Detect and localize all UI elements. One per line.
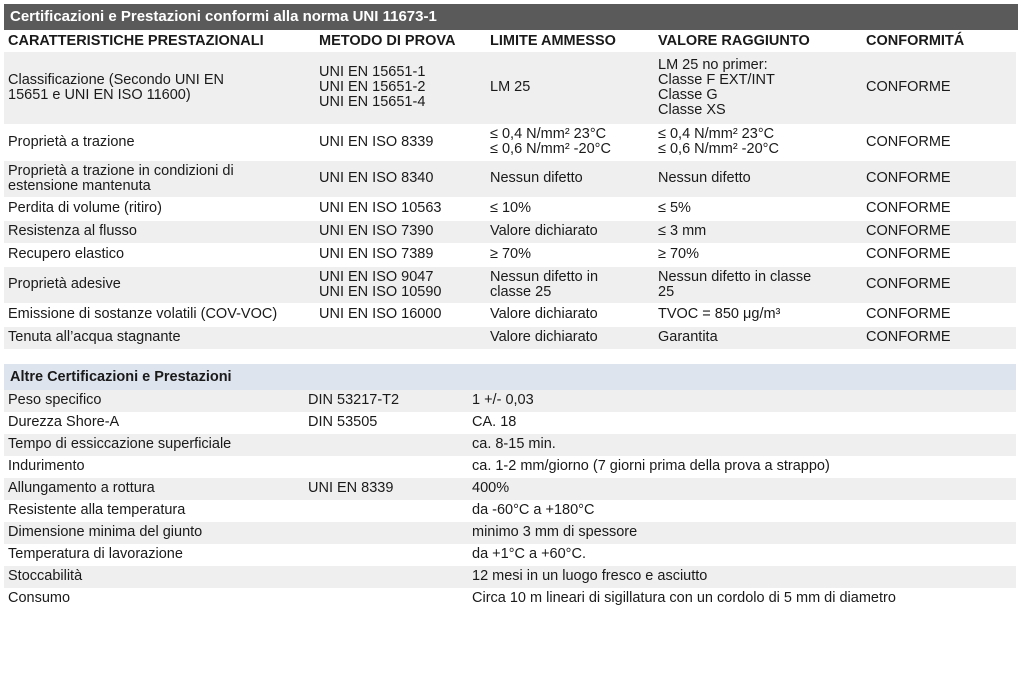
- cell-method: UNI EN ISO 8340: [315, 160, 486, 197]
- other-properties-table: [4, 390, 1016, 610]
- cell-value: LM 25 no primer: Classe F EXT/INT Classe G Classe XS: [654, 52, 862, 124]
- cell-standard: [304, 500, 468, 522]
- cell-standard: [304, 544, 468, 566]
- header-characteristics: CARATTERISTICHE PRESTAZIONALI: [4, 30, 315, 52]
- cell-characteristic: Proprietà a trazione in condizioni di estensione mantenuta: [4, 160, 315, 197]
- cell-property: Peso specifico: [4, 390, 304, 412]
- cell-limit: LM 25: [486, 52, 654, 124]
- cell-value: Garantita: [654, 326, 862, 349]
- cell-standard: [304, 434, 468, 456]
- cell-value: ≥ 70%: [654, 243, 862, 266]
- cell-property: Stoccabilità: [4, 566, 304, 588]
- section2-title: Altre Certificazioni e Prestazioni: [4, 364, 1016, 390]
- cell-property: Resistente alla temperatura: [4, 500, 304, 522]
- table-row: [4, 500, 1016, 522]
- cell-value: ca. 8-15 min.: [468, 434, 1016, 456]
- table-row: [4, 220, 1016, 243]
- cell-conformity: CONFORME: [862, 266, 1016, 303]
- cell-value: Circa 10 m lineari di sigillatura con un cordolo di 5 mm di diametro: [468, 588, 1016, 610]
- header-conformity: CONFORMITÁ: [862, 30, 1016, 52]
- table-row: [4, 326, 1016, 349]
- cell-conformity: CONFORME: [862, 243, 1016, 266]
- cell-conformity: CONFORME: [862, 326, 1016, 349]
- cell-limit: ≤ 10%: [486, 197, 654, 220]
- cell-property: Consumo: [4, 588, 304, 610]
- cell-property: Dimensione minima del giunto: [4, 522, 304, 544]
- header-allowed-limit: LIMITE AMMESSO: [486, 30, 654, 52]
- table-row: [4, 266, 1016, 303]
- table-row: [4, 456, 1016, 478]
- cell-conformity: CONFORME: [862, 160, 1016, 197]
- cell-value: minimo 3 mm di spessore: [468, 522, 1016, 544]
- table-row: [4, 303, 1016, 326]
- cell-limit: Nessun difetto in classe 25: [486, 266, 654, 303]
- header-test-method: METODO DI PROVA: [315, 30, 486, 52]
- cell-property: Durezza Shore-A: [4, 412, 304, 434]
- cell-limit: ≤ 0,4 N/mm² 23°C ≤ 0,6 N/mm² -20°C: [486, 124, 654, 160]
- table-row: [4, 434, 1016, 456]
- table-row: [4, 544, 1016, 566]
- cell-conformity: CONFORME: [862, 197, 1016, 220]
- cell-property: Indurimento: [4, 456, 304, 478]
- cell-method: UNI EN ISO 10563: [315, 197, 486, 220]
- cell-conformity: CONFORME: [862, 303, 1016, 326]
- cell-standard: DIN 53505: [304, 412, 468, 434]
- table-row: [4, 197, 1016, 220]
- cell-value: TVOC = 850 μg/m³: [654, 303, 862, 326]
- cell-characteristic: Proprietà a trazione: [4, 124, 315, 160]
- cell-value: 400%: [468, 478, 1016, 500]
- table-header-row: [4, 30, 1016, 52]
- performance-table: [4, 30, 1016, 350]
- cell-standard: [304, 588, 468, 610]
- table-row: [4, 522, 1016, 544]
- cell-value: 1 +/- 0,03: [468, 390, 1016, 412]
- table-row: [4, 478, 1016, 500]
- cell-value: CA. 18: [468, 412, 1016, 434]
- cell-characteristic: Recupero elastico: [4, 243, 315, 266]
- cell-characteristic: Proprietà adesive: [4, 266, 315, 303]
- cell-value: Nessun difetto: [654, 160, 862, 197]
- cell-characteristic: Emissione di sostanze volatili (COV-VOC): [4, 303, 315, 326]
- cell-value: Nessun difetto in classe 25: [654, 266, 862, 303]
- cell-standard: [304, 566, 468, 588]
- table-row: [4, 124, 1016, 160]
- cell-value: da -60°C a +180°C: [468, 500, 1016, 522]
- table-row: [4, 243, 1016, 266]
- cell-standard: [304, 522, 468, 544]
- cell-characteristic: Perdita di volume (ritiro): [4, 197, 315, 220]
- cell-property: Temperatura di lavorazione: [4, 544, 304, 566]
- cell-limit: Valore dichiarato: [486, 303, 654, 326]
- table-row: [4, 390, 1016, 412]
- cell-method: UNI EN ISO 7390: [315, 220, 486, 243]
- cell-value: 12 mesi in un luogo fresco e asciutto: [468, 566, 1016, 588]
- header-achieved-value: VALORE RAGGIUNTO: [654, 30, 862, 52]
- cell-method: UNI EN 15651-1 UNI EN 15651-2 UNI EN 15651-4: [315, 52, 486, 124]
- cell-method: UNI EN ISO 7389: [315, 243, 486, 266]
- cell-method: UNI EN ISO 8339: [315, 124, 486, 160]
- cell-value: ≤ 5%: [654, 197, 862, 220]
- cell-standard: [304, 456, 468, 478]
- cell-limit: ≥ 70%: [486, 243, 654, 266]
- cell-property: Allungamento a rottura: [4, 478, 304, 500]
- cell-value: ca. 1-2 mm/giorno (7 giorni prima della prova a strappo): [468, 456, 1016, 478]
- cell-conformity: CONFORME: [862, 220, 1016, 243]
- cell-conformity: CONFORME: [862, 124, 1016, 160]
- section1-title: Certificazioni e Prestazioni conformi alla norma UNI 11673-1: [4, 4, 1018, 30]
- cell-method: [315, 326, 486, 349]
- cell-conformity: CONFORME: [862, 52, 1016, 124]
- section-gap: [4, 350, 1016, 364]
- table-row: [4, 52, 1016, 124]
- cell-value: ≤ 0,4 N/mm² 23°C ≤ 0,6 N/mm² -20°C: [654, 124, 862, 160]
- cell-characteristic: Tenuta all’acqua stagnante: [4, 326, 315, 349]
- cell-standard: DIN 53217-T2: [304, 390, 468, 412]
- table-row: [4, 588, 1016, 610]
- cell-value: da +1°C a +60°C.: [468, 544, 1016, 566]
- cell-limit: Nessun difetto: [486, 160, 654, 197]
- cell-method: UNI EN ISO 16000: [315, 303, 486, 326]
- cell-value: ≤ 3 mm: [654, 220, 862, 243]
- cell-limit: Valore dichiarato: [486, 220, 654, 243]
- cell-limit: Valore dichiarato: [486, 326, 654, 349]
- cell-method: UNI EN ISO 9047 UNI EN ISO 10590: [315, 266, 486, 303]
- cell-property: Tempo di essiccazione superficiale: [4, 434, 304, 456]
- cell-characteristic: Resistenza al flusso: [4, 220, 315, 243]
- table-row: [4, 566, 1016, 588]
- cell-characteristic: Classificazione (Secondo UNI EN 15651 e UNI EN ISO 11600): [4, 52, 315, 124]
- table-row: [4, 412, 1016, 434]
- table-row: [4, 160, 1016, 197]
- cell-standard: UNI EN 8339: [304, 478, 468, 500]
